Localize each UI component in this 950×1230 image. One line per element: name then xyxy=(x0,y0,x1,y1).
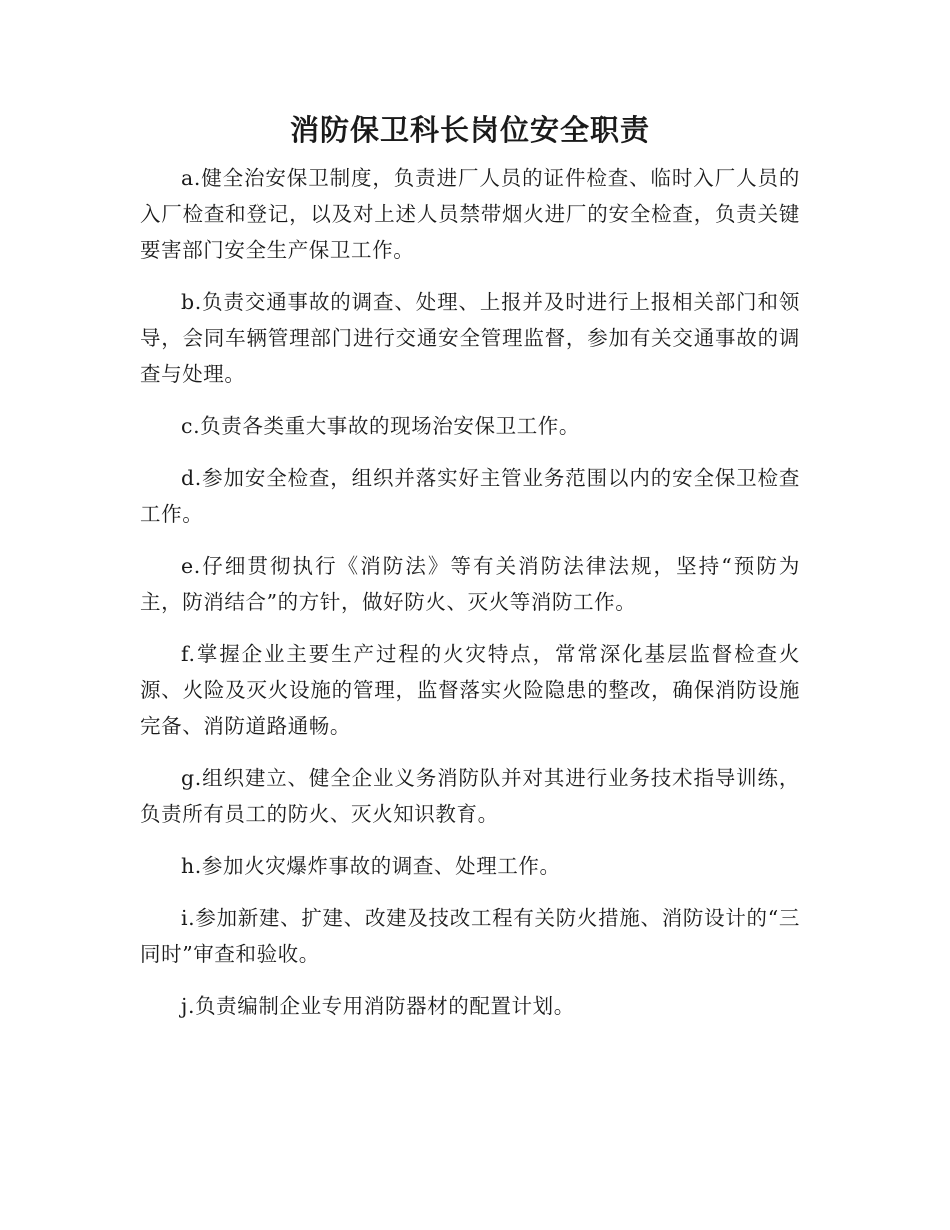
document-title: 消防保卫科长岗位安全职责 xyxy=(289,113,650,147)
paragraph-g: g.组织建立、健全企业义务消防队并对其进行业务技术指导训练，负责所有员工的防火、灭火知识教育。 xyxy=(140,766,800,826)
paragraph-i: i.参加新建、扩建、改建及技改工程有关防火措施、消防设计的“三同时”审查和验收。 xyxy=(140,906,800,966)
paragraph-f: f.掌握企业主要生产过程的火灾特点，常常深化基层监督检查火源、火险及灭火设施的管理，监督落实火险隐患的整改，确保消防设施完备、消防道路通畅。 xyxy=(140,642,800,738)
paragraph-h: h.参加火灾爆炸事故的调查、处理工作。 xyxy=(181,854,561,878)
paragraph-b: b.负责交通事故的调查、处理、上报并及时进行上报相关部门和领导，会同车辆管理部门进行交通安全管理监督，参加有关交通事故的调查与处理。 xyxy=(140,290,800,386)
document-page xyxy=(140,110,800,1040)
paragraph-e: e.仔细贯彻执行《消防法》等有关消防法律法规，坚持“预防为主，防消结合”的方针，做好防火、灭火等消防工作。 xyxy=(140,554,800,614)
paragraph-a: a.健全治安保卫制度，负责进厂人员的证件检查、临时入厂人员的入厂检查和登记，以及对上述人员禁带烟火进厂的安全检查，负责关键要害部门安全生产保卫工作。 xyxy=(140,166,800,262)
paragraph-c: c.负责各类重大事故的现场治安保卫工作。 xyxy=(181,414,580,438)
paragraph-j: j.负责编制企业专用消防器材的配置计划。 xyxy=(181,994,575,1018)
paragraph-d: d.参加安全检查，组织并落实好主管业务范围以内的安全保卫检查工作。 xyxy=(140,466,800,526)
